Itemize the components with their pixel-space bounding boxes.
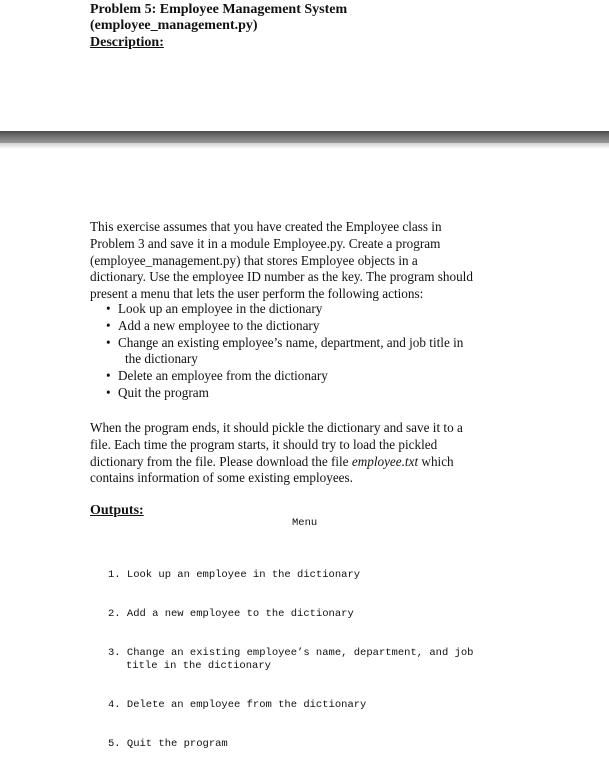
ending-line: When the program ends, it should pickle the dictionary and save it to a	[90, 420, 463, 435]
page-break-shadow	[0, 143, 609, 149]
action-text: Add a new employee to the dictionary	[118, 317, 320, 333]
ending-line: file. Each time the program starts, it should try to load the pickled	[90, 436, 438, 452]
intro-line: dictionary. Use the employee ID number as the key. The program should	[90, 269, 473, 285]
problem-title: Problem 5: Employee Management System	[90, 2, 348, 17]
intro-paragraph	[90, 219, 530, 303]
menu-option-text: 3. Change an existing employee’s name, department, and job	[108, 647, 474, 659]
menu-option	[108, 569, 473, 582]
actions-list	[106, 301, 463, 402]
menu-option	[108, 699, 473, 712]
action-text: Change an existing employee’s name, department, and job title in	[118, 334, 464, 350]
action-text-continued: the dictionary	[125, 351, 198, 367]
page-break-divider	[0, 131, 609, 143]
action-item	[106, 301, 463, 318]
action-text: Quit the program	[118, 384, 209, 400]
intro-line: Problem 3 and save it in a module Employee.py. Create a program	[90, 235, 441, 251]
menu-option-text-continued: title in the dictionary	[126, 660, 271, 672]
problem-filename: (employee_management.py)	[90, 18, 258, 33]
ending-line-tail: which	[418, 453, 454, 469]
menu-title: Menu	[292, 517, 318, 529]
action-item	[106, 385, 463, 402]
menu-option-text: 4. Delete an employee from the dictionary	[108, 699, 367, 711]
intro-line: present a menu that lets the user perform the following actions:	[90, 286, 424, 302]
menu-option-text: 1. Look up an employee in the dictionary	[108, 569, 361, 581]
menu-option-text: 5. Quit the program	[108, 738, 228, 750]
menu-option	[108, 608, 473, 621]
intro-line: (employee_management.py) that stores Employee objects in a	[90, 252, 418, 268]
action-item	[106, 368, 463, 385]
employee-file-name: employee.txt	[351, 453, 419, 469]
action-item	[106, 318, 463, 335]
ending-line: contains information of some existing employees.	[90, 470, 353, 486]
ending-line-text: dictionary from the file. Please download the file	[90, 453, 352, 469]
outputs-label: Outputs:	[90, 503, 144, 518]
intro-line: This exercise assumes that you have created the Employee class in	[90, 219, 442, 234]
ending-paragraph	[90, 420, 530, 487]
action-text: Delete an employee from the dictionary	[118, 368, 328, 384]
menu-option	[108, 647, 473, 673]
menu-option	[108, 738, 473, 751]
menu-output-list	[108, 543, 473, 764]
menu-option-text: 2. Add a new employee to the dictionary	[108, 608, 354, 620]
action-text: Look up an employee in the dictionary	[118, 301, 323, 316]
description-label: Description:	[90, 35, 164, 50]
action-item	[106, 335, 463, 369]
ending-line	[90, 454, 530, 471]
